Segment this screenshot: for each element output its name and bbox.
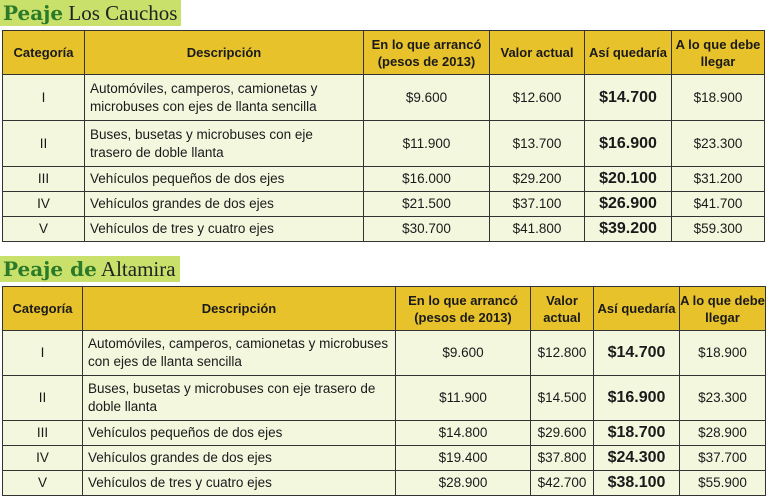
cell-description: Automóviles, camperos, camionetas y microbuses con ejes de llanta sencilla [85,75,364,121]
cell-target: $18.900 [680,331,766,376]
cell-current-value: $29.600 [531,421,594,446]
cell-category: II [3,376,83,421]
section-title [0,0,181,26]
cell-current-value: $42.700 [531,471,594,496]
toll-table [2,286,766,496]
cell-category: I [3,75,85,121]
cell-target: $59.300 [672,217,765,242]
cell-would-be: $26.900 [585,192,672,217]
cell-start-value: $30.700 [364,217,490,242]
header-current-value: Valor actual [490,31,585,75]
table-row [3,192,765,217]
cell-current-value: $29.200 [490,167,585,192]
cell-would-be: $14.700 [585,75,672,121]
cell-category: III [3,167,85,192]
cell-category: V [3,217,85,242]
header-category: Categoría [3,287,83,331]
cell-would-be: $16.900 [594,376,680,421]
cell-target: $23.300 [680,376,766,421]
cell-start-value: $28.900 [396,471,531,496]
cell-would-be: $24.300 [594,446,680,471]
cell-start-value: $14.800 [396,421,531,446]
cell-description: Vehículos pequeños de dos ejes [85,167,364,192]
cell-target: $31.200 [672,167,765,192]
table-row [3,471,766,496]
cell-description: Vehículos de tres y cuatro ejes [83,471,396,496]
cell-category: IV [3,192,85,217]
header-target: A lo que debe llegar [672,31,765,75]
header-start-value: En lo que arrancó (pesos de 2013) [396,287,531,331]
cell-would-be: $38.100 [594,471,680,496]
header-target: A lo que debe llegar [680,287,766,331]
table-row [3,217,765,242]
table-row [3,121,765,167]
cell-description: Vehículos de tres y cuatro ejes [85,217,364,242]
cell-current-value: $37.100 [490,192,585,217]
cell-category: III [3,421,83,446]
cell-start-value: $16.000 [364,167,490,192]
header-row [3,287,766,331]
cell-start-value: $21.500 [364,192,490,217]
header-would-be: Así quedaría [594,287,680,331]
cell-description: Vehículos pequeños de dos ejes [83,421,396,446]
title-light: Altamira [96,257,176,281]
table-row [3,75,765,121]
cell-description: Vehículos grandes de dos ejes [85,192,364,217]
cell-would-be: $14.700 [594,331,680,376]
cell-target: $41.700 [672,192,765,217]
header-current-value: Valor actual [531,287,594,331]
table-row [3,421,766,446]
cell-start-value: $19.400 [396,446,531,471]
cell-target: $18.900 [672,75,765,121]
header-would-be: Así quedaría [585,31,672,75]
cell-target: $28.900 [680,421,766,446]
cell-target: $23.300 [672,121,765,167]
table-row [3,376,766,421]
cell-current-value: $14.500 [531,376,594,421]
cell-start-value: $9.600 [396,331,531,376]
header-category: Categoría [3,31,85,75]
cell-description: Buses, busetas y microbuses con eje trasero de doble llanta [85,121,364,167]
cell-description: Buses, busetas y microbuses con eje trasero de doble llanta [83,376,396,421]
cell-current-value: $12.600 [490,75,585,121]
title-light: Los Cauchos [63,1,178,25]
header-start-value: En lo que arrancó (pesos de 2013) [364,31,490,75]
cell-category: II [3,121,85,167]
cell-category: V [3,471,83,496]
title-bold: Peaje [3,1,64,25]
cell-category: I [3,331,83,376]
cell-category: IV [3,446,83,471]
header-row [3,31,765,75]
toll-section-los-cauchos [0,0,761,237]
table-row [3,167,765,192]
toll-section-altamira [0,256,765,491]
cell-description: Automóviles, camperos, camionetas y microbuses con ejes de llanta sencilla [83,331,396,376]
cell-would-be: $20.100 [585,167,672,192]
cell-start-value: $9.600 [364,75,490,121]
cell-would-be: $39.200 [585,217,672,242]
cell-description: Vehículos grandes de dos ejes [83,446,396,471]
toll-table [2,30,765,242]
header-description: Descripción [83,287,396,331]
cell-start-value: $11.900 [396,376,531,421]
cell-current-value: $37.800 [531,446,594,471]
cell-would-be: $18.700 [594,421,680,446]
cell-target: $37.700 [680,446,766,471]
table-row [3,446,766,471]
cell-current-value: $12.800 [531,331,594,376]
cell-current-value: $13.700 [490,121,585,167]
cell-would-be: $16.900 [585,121,672,167]
title-bold: Peaje de [3,257,97,281]
cell-start-value: $11.900 [364,121,490,167]
cell-current-value: $41.800 [490,217,585,242]
table-row [3,331,766,376]
section-title [0,256,180,282]
header-description: Descripción [85,31,364,75]
cell-target: $55.900 [680,471,766,496]
